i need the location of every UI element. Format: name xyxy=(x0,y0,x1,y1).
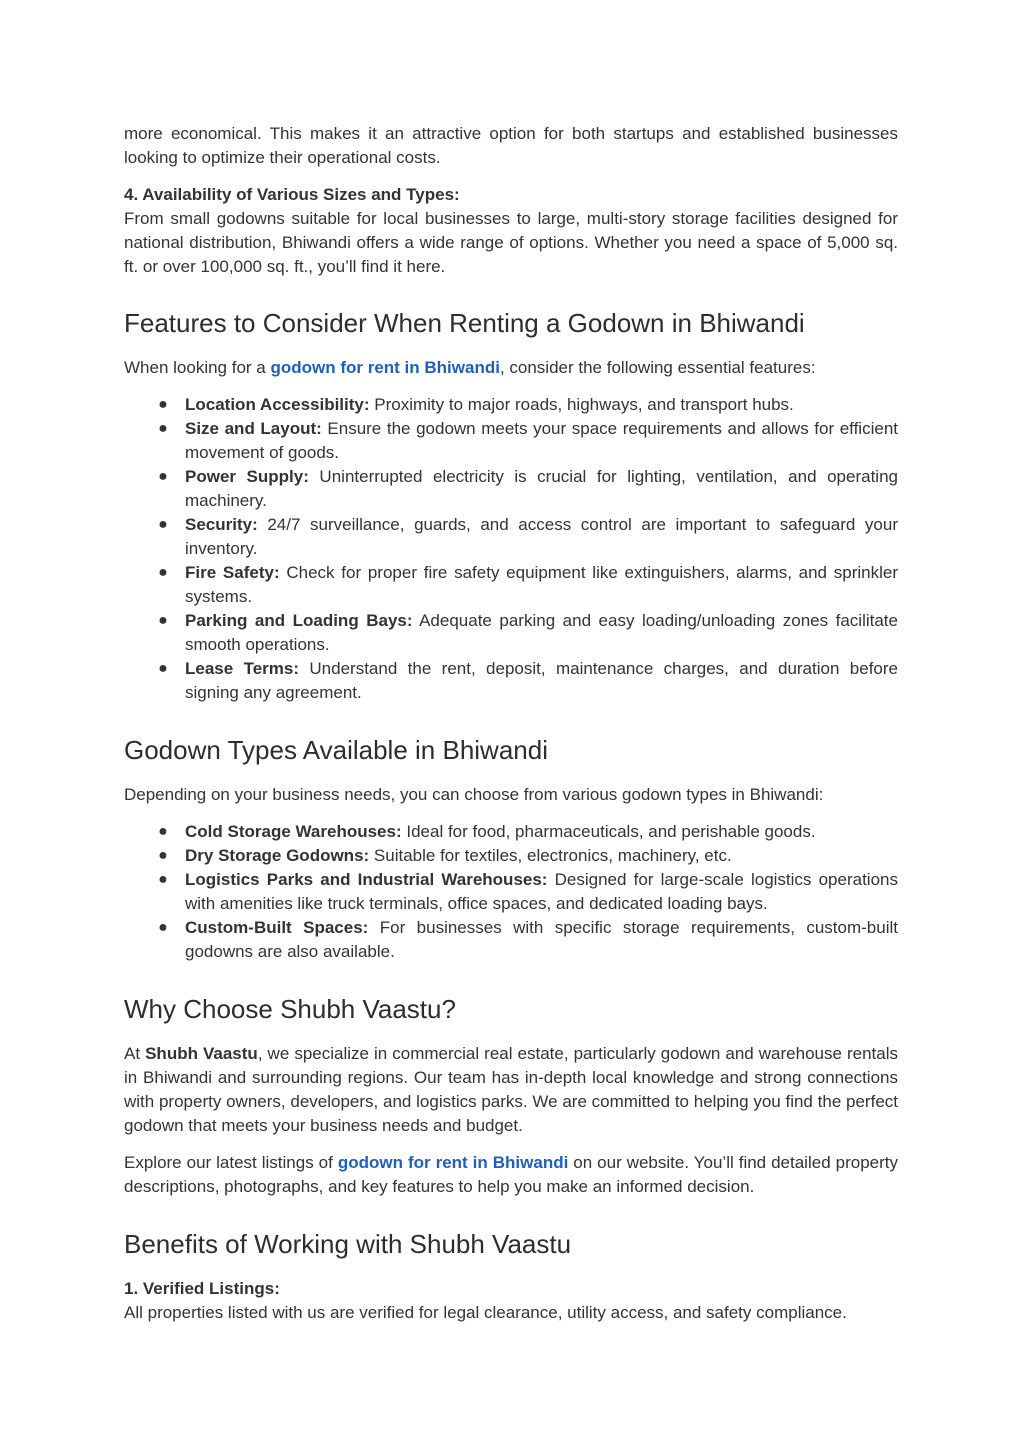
feature-text: Ensure the godown meets your space requirements and allows for efficient movement of goods. xyxy=(185,419,898,462)
type-text: Designed for large-scale logistics operations with amenities like truck terminals, office spaces, and dedicated loading bays. xyxy=(185,870,898,913)
bullet-icon: ● xyxy=(158,847,168,864)
features-intro xyxy=(124,356,898,380)
bullet-icon: ● xyxy=(158,396,168,413)
bullet-icon: ● xyxy=(158,660,168,677)
list-item xyxy=(124,820,898,844)
features-intro-prefix: When looking for a xyxy=(124,358,271,377)
bullet-icon: ● xyxy=(158,871,168,888)
intro-paragraph: more economical. This makes it an attractive option for both startups and established businesses looking to optimize their operational costs. xyxy=(124,124,898,167)
why-heading: Why Choose Shubh Vaastu? xyxy=(124,994,456,1024)
bullet-icon: ● xyxy=(158,919,168,936)
bullet-icon: ● xyxy=(158,823,168,840)
why-p1-prefix: At xyxy=(124,1044,146,1063)
bullet-icon: ● xyxy=(158,468,168,485)
feature-text: Uninterrupted electricity is crucial for lighting, ventilation, and operating machinery. xyxy=(185,467,898,510)
why-p2-prefix: Explore our latest listings of xyxy=(124,1153,338,1172)
bullet-icon: ● xyxy=(158,564,168,581)
list-item xyxy=(124,561,898,609)
feature-text: Adequate parking and easy loading/unloading zones facilitate smooth operations. xyxy=(185,611,898,654)
list-item xyxy=(124,465,898,513)
type-label: Dry Storage Godowns: xyxy=(185,846,370,865)
type-text: Suitable for textiles, electronics, machinery, etc. xyxy=(369,846,732,865)
list-item xyxy=(124,868,898,916)
list-item xyxy=(124,844,898,868)
feature-label: Power Supply: xyxy=(185,467,309,486)
feature-text: Proximity to major roads, highways, and transport hubs. xyxy=(369,395,794,414)
types-intro: Depending on your business needs, you can choose from various godown types in Bhiwandi: xyxy=(124,785,824,804)
feature-text: Check for proper fire safety equipment like extinguishers, alarms, and sprinkler systems. xyxy=(185,563,898,606)
feature-text: Understand the rent, deposit, maintenance charges, and duration before signing any agreement. xyxy=(185,659,898,702)
feature-label: Location Accessibility: xyxy=(185,395,370,414)
types-list xyxy=(124,820,898,964)
bullet-icon: ● xyxy=(158,420,168,437)
feature-label: Size and Layout: xyxy=(185,419,322,438)
features-heading: Features to Consider When Renting a Godown in Bhiwandi xyxy=(124,308,805,338)
why-p2-suffix: on our website. You’ll find detailed property descriptions, photographs, and key features to help you make an informed decision. xyxy=(124,1153,898,1196)
godown-rent-link-1[interactable]: godown for rent in Bhiwandi xyxy=(270,358,500,377)
benefit-item-1-text: All properties listed with us are verified for legal clearance, utility access, and safety compliance. xyxy=(124,1303,847,1322)
type-label: Custom-Built Spaces: xyxy=(185,918,369,937)
list-item xyxy=(124,916,898,964)
bullet-icon: ● xyxy=(158,612,168,629)
benefit-item-1-title: 1. Verified Listings: xyxy=(124,1279,280,1298)
why-paragraph-1 xyxy=(124,1042,898,1138)
feature-text: 24/7 surveillance, guards, and access control are important to safeguard your inventory. xyxy=(185,515,898,558)
type-text: Ideal for food, pharmaceuticals, and perishable goods. xyxy=(401,822,816,841)
type-label: Logistics Parks and Industrial Warehouses: xyxy=(185,870,548,889)
bullet-icon: ● xyxy=(158,516,168,533)
availability-block xyxy=(124,183,898,279)
brand-name: Shubh Vaastu xyxy=(145,1044,258,1063)
feature-label: Security: xyxy=(185,515,258,534)
benefits-heading: Benefits of Working with Shubh Vaastu xyxy=(124,1229,572,1259)
list-item xyxy=(124,393,898,417)
feature-label: Fire Safety: xyxy=(185,563,280,582)
features-intro-suffix: , consider the following essential features: xyxy=(499,358,816,377)
types-heading: Godown Types Available in Bhiwandi xyxy=(124,735,548,765)
why-p1-suffix: , we specialize in commercial real estate, particularly godown and warehouse rentals in Bhiwandi and surrounding regions. Our team has in-depth local knowledge and strong connections with property owners, developers, and logistics parks. We are committed to helping you find the perfect godown that meets your business needs and budget. xyxy=(124,1044,898,1135)
feature-label: Lease Terms: xyxy=(185,659,300,678)
type-label: Cold Storage Warehouses: xyxy=(185,822,402,841)
list-item xyxy=(124,417,898,465)
features-list xyxy=(124,393,898,705)
godown-rent-link-2[interactable]: godown for rent in Bhiwandi xyxy=(337,1153,569,1172)
type-text: For businesses with specific storage requirements, custom-built godowns are also available. xyxy=(185,918,898,961)
availability-text: From small godowns suitable for local businesses to large, multi-story storage facilities designed for national distribution, Bhiwandi offers a wide range of options. Whether you need a space of 5,000 sq. ft. or over 100,000 sq. ft., you’ll find it here. xyxy=(124,209,898,276)
list-item xyxy=(124,513,898,561)
list-item xyxy=(124,609,898,657)
benefit-item-1 xyxy=(124,1277,898,1325)
list-item xyxy=(124,657,898,705)
availability-title: 4. Availability of Various Sizes and Types: xyxy=(124,185,460,204)
feature-label: Parking and Loading Bays: xyxy=(185,611,413,630)
why-paragraph-2 xyxy=(124,1151,898,1199)
document-page xyxy=(124,122,898,1338)
